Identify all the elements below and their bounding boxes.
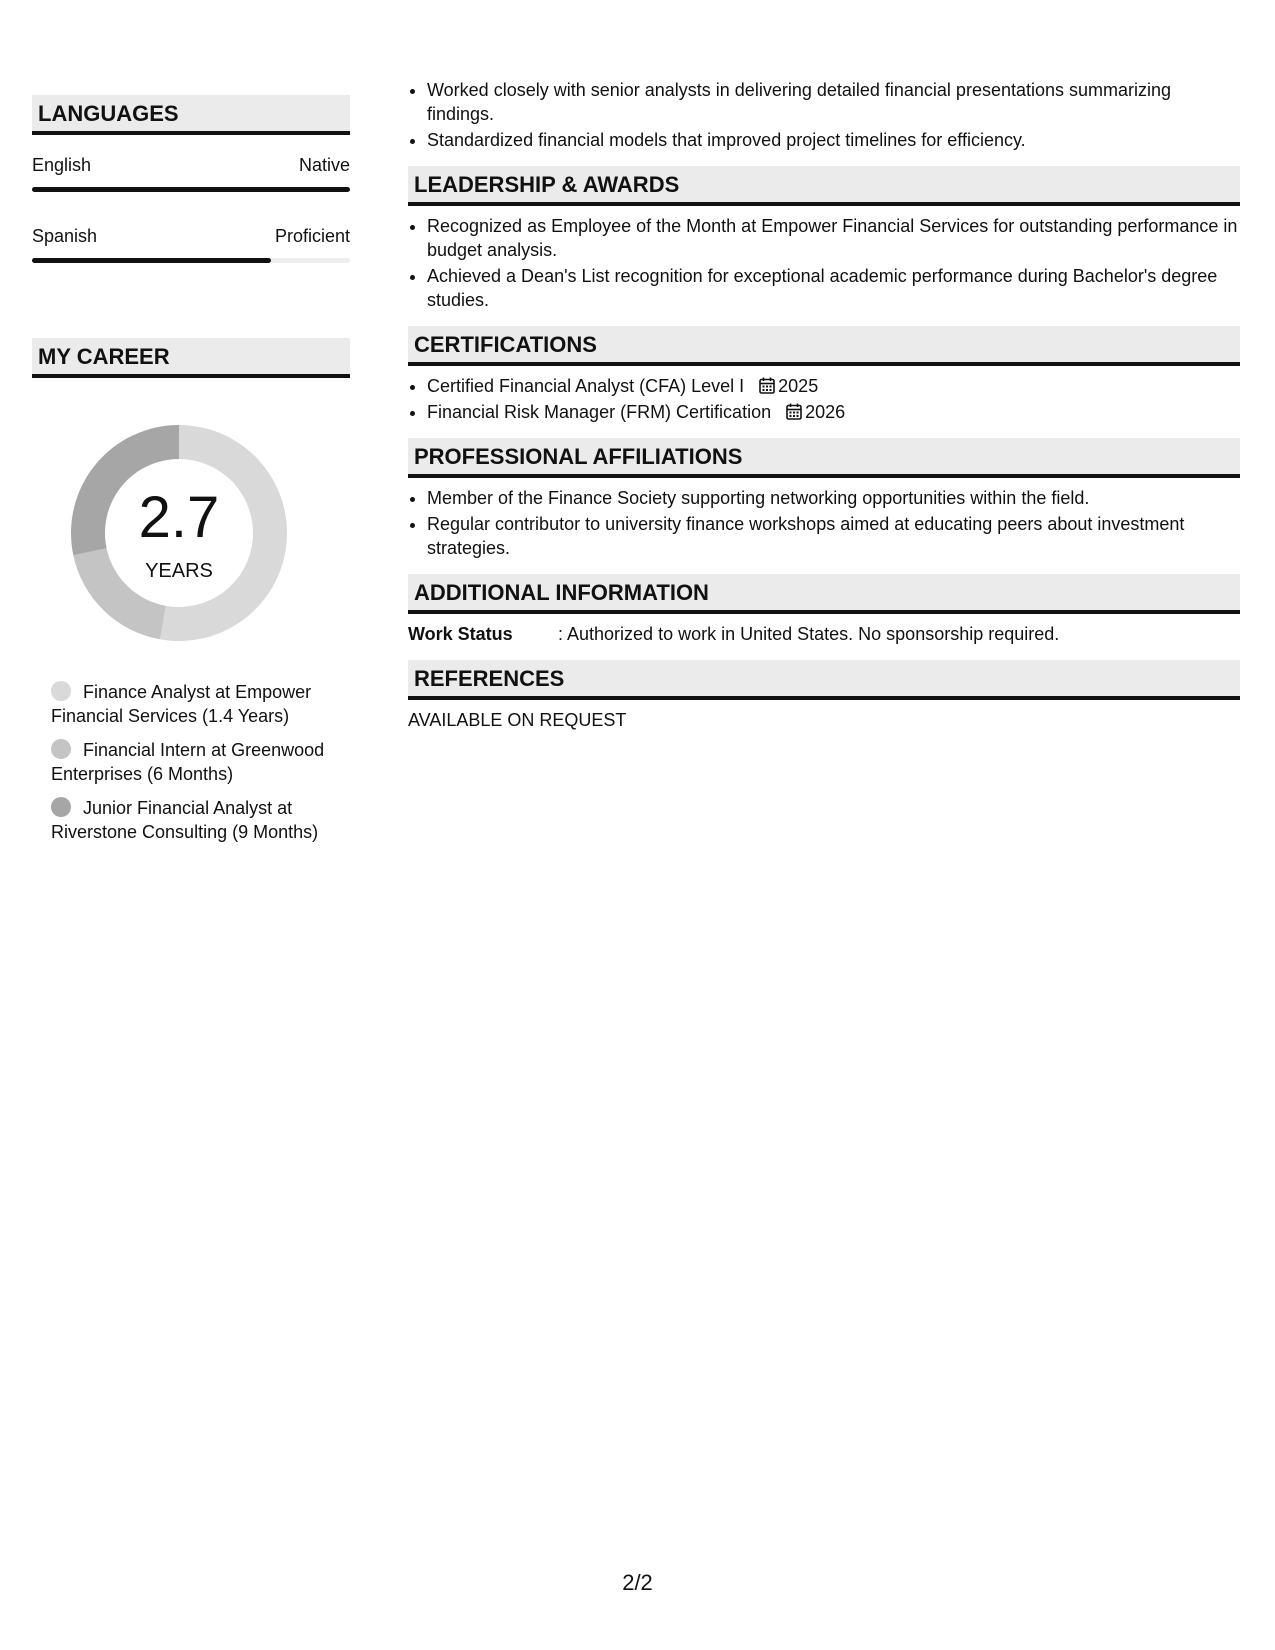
career-total-years: 2.7 — [138, 485, 220, 550]
left-column — [32, 95, 350, 854]
language-name: Spanish — [32, 226, 98, 246]
bullet-item: • Standardized financial models that improved project timelines for efficiency. — [427, 128, 1240, 152]
bullet-item: • Worked closely with senior analysts in delivering detailed financial presentations summarizing findings. — [427, 78, 1240, 126]
work-status-value: : Authorized to work in United States. No sponsorship required. — [558, 624, 1060, 644]
experience-bullets — [408, 78, 1240, 152]
leadership-section — [408, 166, 1240, 312]
legend-item — [51, 796, 331, 844]
language-spanish — [32, 224, 350, 263]
bullet-item: • Regular contributor to university finance workshops aimed at educating peers about investment strategies. — [427, 512, 1240, 560]
leadership-bullets — [408, 214, 1240, 312]
affiliations-section — [408, 438, 1240, 560]
legend-swatch — [51, 739, 71, 759]
affiliations-header: PROFESSIONAL AFFILIATIONS — [408, 438, 1240, 478]
bullet-item: • Recognized as Employee of the Month at Empower Financial Services for outstanding performance in budget analysis. — [427, 214, 1240, 262]
references-section — [408, 660, 1240, 732]
experience-continued — [408, 78, 1240, 152]
language-level: Proficient — [274, 226, 350, 246]
bullet-item: • Member of the Finance Society supporting networking opportunities within the field. — [427, 486, 1240, 510]
bullet-item: • Achieved a Dean's List recognition for exceptional academic performance during Bachelor's degree studies. — [427, 264, 1240, 312]
career-legend — [51, 680, 331, 844]
certification-year: 2025 — [778, 376, 819, 396]
career-donut-chart — [64, 418, 294, 648]
career-section — [32, 338, 350, 844]
certification-date — [759, 376, 818, 396]
certification-item — [427, 374, 1240, 398]
right-column — [408, 78, 1240, 732]
legend-swatch — [51, 681, 71, 701]
certification-name: Financial Risk Manager (FRM) Certification — [427, 402, 772, 422]
certifications-list — [408, 374, 1240, 424]
language-level: Native — [298, 155, 350, 175]
certification-year: 2026 — [805, 402, 846, 422]
career-years-label: YEARS — [145, 560, 213, 582]
language-proficiency-fill — [32, 258, 271, 263]
page-number: 2/2 — [622, 1570, 653, 1595]
career-header: MY CAREER — [32, 338, 350, 378]
references-header: REFERENCES — [408, 660, 1240, 700]
certification-date — [786, 402, 845, 422]
legend-swatch — [51, 797, 71, 817]
language-name: English — [32, 155, 92, 175]
affiliations-bullets — [408, 486, 1240, 560]
language-english — [32, 153, 350, 192]
legend-label: Junior Financial Analyst at Riverstone Consulting (9 Months) — [51, 798, 319, 842]
certifications-section — [408, 326, 1240, 424]
calendar-icon — [759, 377, 775, 394]
certification-item — [427, 400, 1240, 424]
language-proficiency-bar — [32, 258, 350, 263]
legend-label: Financial Intern at Greenwood Enterprises (6 Months) — [51, 740, 325, 784]
legend-item — [51, 738, 331, 786]
legend-label: Finance Analyst at Empower Financial Services (1.4 Years) — [51, 682, 312, 726]
references-text: AVAILABLE ON REQUEST — [408, 710, 627, 730]
certification-name: Certified Financial Analyst (CFA) Level I — [427, 376, 745, 396]
leadership-header: LEADERSHIP & AWARDS — [408, 166, 1240, 206]
work-status-label: Work Status — [408, 624, 513, 644]
language-proficiency-fill — [32, 187, 350, 192]
work-status-row — [408, 622, 1240, 646]
additional-info-header: ADDITIONAL INFORMATION — [408, 574, 1240, 614]
additional-info-section — [408, 574, 1240, 646]
language-proficiency-bar — [32, 187, 350, 192]
legend-item — [51, 680, 331, 728]
donut-center — [64, 418, 294, 648]
languages-section — [32, 95, 350, 263]
certifications-header: CERTIFICATIONS — [408, 326, 1240, 366]
calendar-icon — [786, 403, 802, 420]
languages-header: LANGUAGES — [32, 95, 350, 135]
